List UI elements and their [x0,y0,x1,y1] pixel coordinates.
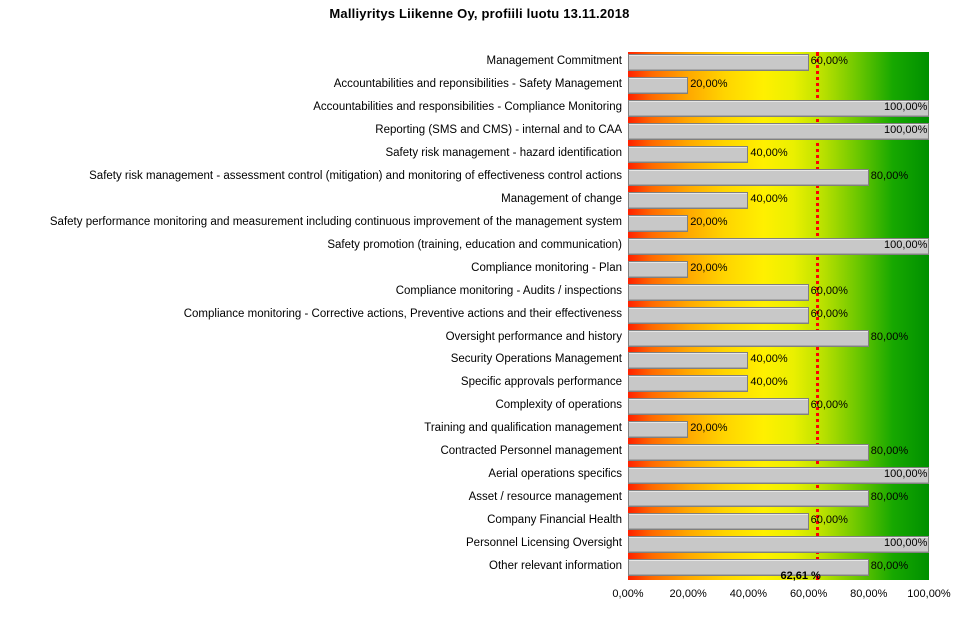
bar-row [628,54,929,71]
bar[interactable] [628,490,869,507]
category-label: Company Financial Health [487,514,622,527]
bar-value-label: 60,00% [810,399,848,412]
bar[interactable] [628,375,748,392]
bar-row [628,192,929,209]
category-label: Asset / resource management [468,491,622,504]
bar-value-label: 20,00% [690,77,728,90]
bar-row [628,100,929,117]
bar-row [628,467,929,484]
bar-value-label: 40,00% [750,192,788,205]
bar[interactable] [628,215,688,232]
bar-value-label: 60,00% [810,307,848,320]
bar-value-label: 20,00% [690,422,728,435]
bar-value-label: 80,00% [870,169,909,182]
category-label: Safety risk management - hazard identification [385,146,622,159]
category-label: Management of change [501,192,622,205]
category-label: Safety risk management - assessment control (mitigation) and monitoring of effectiveness control actions [89,169,622,182]
bar-row [628,421,929,438]
bar[interactable] [628,77,688,94]
bar[interactable] [628,192,748,209]
bar-row [628,375,929,392]
bar[interactable] [628,284,809,301]
plot-area [628,52,929,580]
bar-value-label: 60,00% [810,284,848,297]
bar-row [628,490,929,507]
bar-row [628,559,929,576]
bar-value-label: 80,00% [870,560,909,573]
target-line-label: 62,61 % [780,570,821,582]
bar-value-label: 20,00% [690,215,728,228]
bar-value-label: 100,00% [884,238,928,251]
category-label: Safety promotion (training, education and communication) [327,238,622,251]
bar[interactable] [628,513,809,530]
bar-row [628,352,929,369]
category-label: Accountabilities and reponsibilities - Safety Management [333,77,622,90]
category-label: Personnel Licensing Oversight [466,537,622,550]
bar-value-label: 100,00% [884,468,928,481]
bar[interactable] [628,169,869,186]
bar[interactable] [628,146,748,163]
bar[interactable] [628,261,688,278]
category-label: Management Commitment [486,55,622,67]
bar-row [628,444,929,461]
category-label: Training and qualification management [424,422,622,435]
chart-title: Malliyritys Liikenne Oy, profiili luotu 13.11.2018 [329,6,630,21]
bar-row [628,536,929,553]
category-label: Other relevant information [489,560,622,573]
bar-row [628,261,929,278]
category-label: Aerial operations specifics [488,468,622,481]
bar-value-label: 80,00% [870,330,909,343]
category-label: Safety performance monitoring and measurement including continuous improvement of the management system [49,215,622,228]
x-axis-tick-label: 40,00% [729,588,768,600]
bar-row [628,215,929,232]
category-label: Compliance monitoring - Audits / inspections [395,284,622,297]
bar[interactable] [628,352,748,369]
bar-value-label: 80,00% [870,491,909,504]
bar-value-label: 40,00% [750,376,788,389]
bar-row [628,169,929,186]
category-label: Contracted Personnel management [440,445,622,458]
bar-value-label: 100,00% [884,537,928,550]
bar-row [628,307,929,324]
bar-value-label: 60,00% [810,55,848,67]
bar-value-label: 80,00% [870,445,909,458]
bar-value-label: 100,00% [884,123,928,136]
category-label: Compliance monitoring - Plan [471,261,622,274]
x-axis-tick-label: 80,00% [850,588,888,600]
bar-row [628,238,929,255]
bar-row [628,330,929,347]
bar[interactable] [628,398,809,415]
bar[interactable] [628,54,809,71]
category-label: Accountabilities and responsibilities - Compliance Monitoring [313,100,622,113]
bar-value-label: 60,00% [810,514,848,527]
bar-row [628,284,929,301]
x-axis-tick-label: 0,00% [612,588,644,600]
bar-value-label: 40,00% [750,353,788,366]
bar-row [628,146,929,163]
category-label: Complexity of operations [495,399,622,412]
x-axis-tick-label: 20,00% [669,588,707,600]
bar[interactable] [628,444,869,461]
bar[interactable] [628,330,869,347]
category-label: Oversight performance and history [445,330,622,343]
bar[interactable] [628,421,688,438]
category-label: Compliance monitoring - Corrective actions, Preventive actions and their effectiveness [183,307,622,320]
bar-row [628,77,929,94]
category-label: Reporting (SMS and CMS) - internal and to CAA [375,123,622,136]
category-label: Specific approvals performance [460,376,622,389]
bar-row [628,398,929,415]
bar[interactable] [628,559,869,576]
bar-row [628,513,929,530]
bar-value-label: 20,00% [690,261,728,274]
x-axis-tick-label: 60,00% [789,588,828,600]
bar[interactable] [628,307,809,324]
x-axis-tick-label: 100,00% [907,588,951,600]
bar-value-label: 40,00% [750,146,788,159]
bar-row [628,123,929,140]
bar-value-label: 100,00% [884,100,928,113]
category-label: Security Operations Management [450,353,622,366]
x-axis [612,588,951,604]
